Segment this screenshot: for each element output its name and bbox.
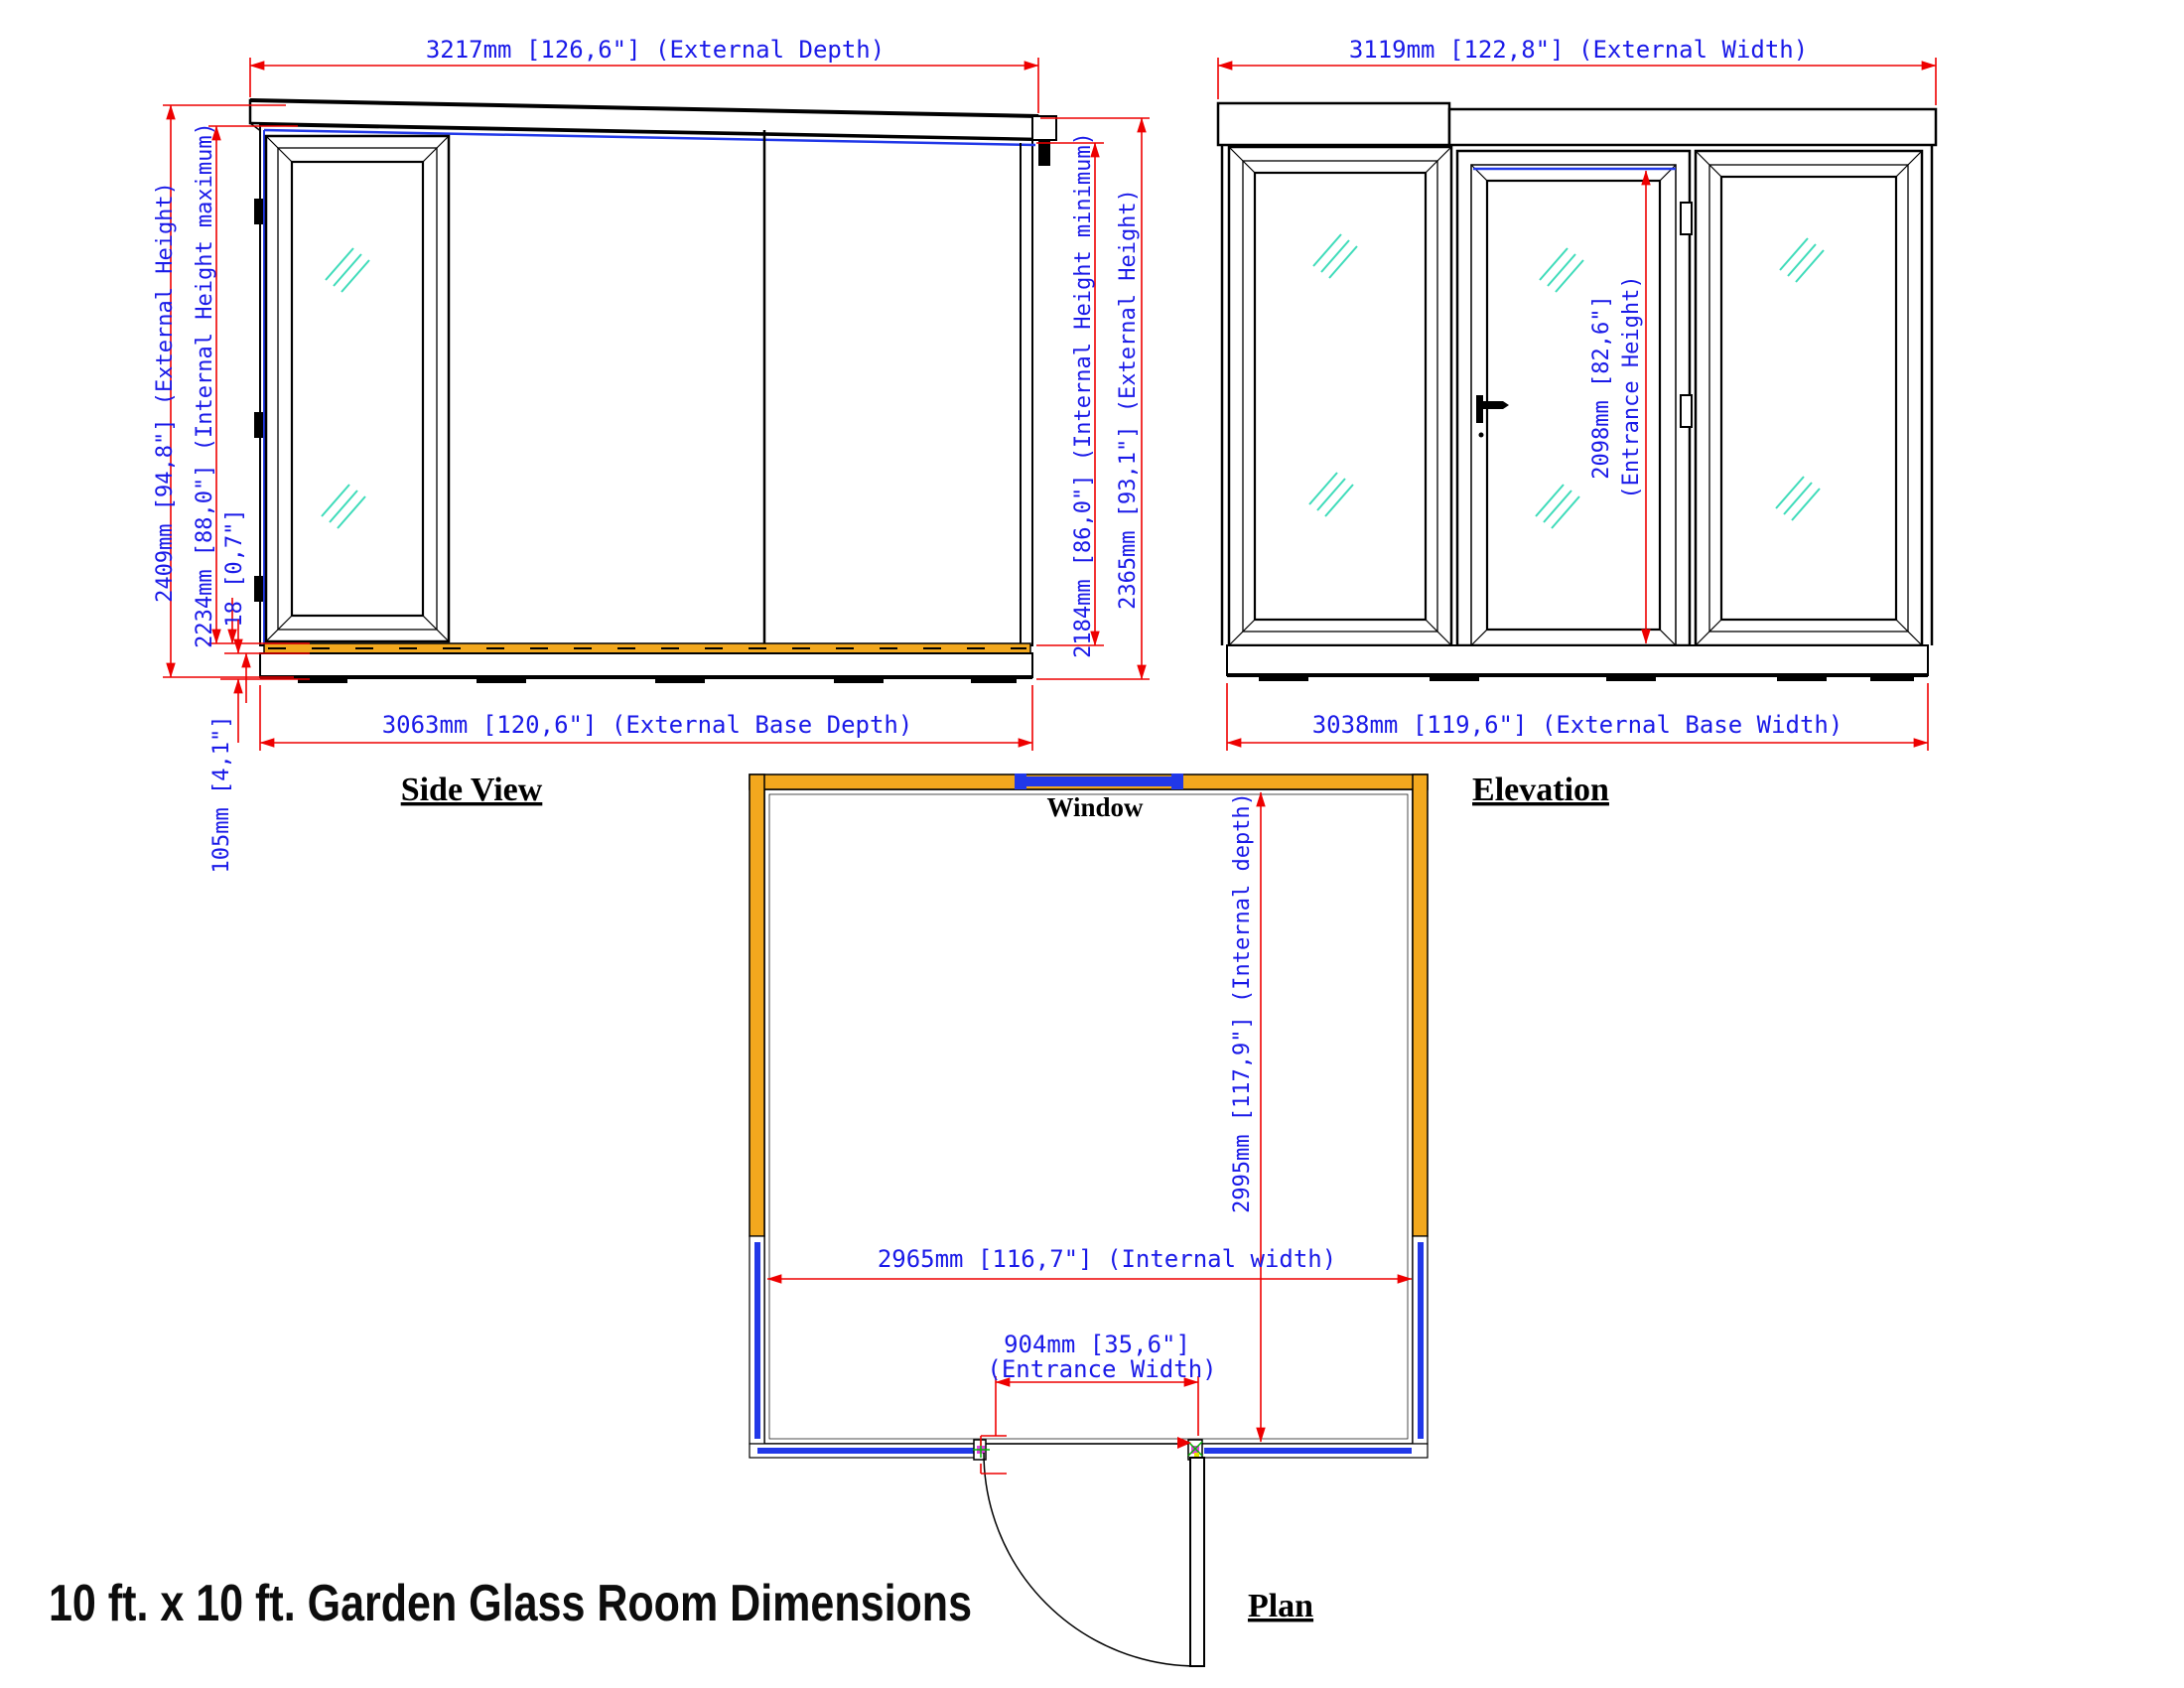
page-title: 10 ft. x 10 ft. Garden Glass Room Dimensions [49, 1575, 972, 1632]
plan-view-label: Plan [1247, 1588, 1314, 1624]
dim-label: 2995mm [117,9"] (Internal depth) [1230, 792, 1255, 1213]
dim-label: (Entrance Width) [987, 1355, 1217, 1383]
side-view-label: Side View [400, 772, 543, 808]
plan-wall-right-glazed [1413, 1236, 1428, 1444]
side-gutter-cap [1032, 116, 1056, 140]
door-hinge-bottom-icon [1681, 395, 1692, 427]
dim-label: 2184mm [86,0"] (Internal Height minimum) [1071, 132, 1096, 658]
dim-label: 18 [0,7"] [222, 508, 247, 628]
elevation-fascia-right [1449, 109, 1936, 145]
dim-label: 3063mm [120,6"] (External Base Depth) [381, 711, 913, 739]
elevation-base [1227, 645, 1928, 675]
plan-door-leaf [1190, 1458, 1204, 1666]
dim-label: 2965mm [116,7"] (Internal width) [877, 1245, 1337, 1273]
side-hinge-bottom [254, 576, 263, 602]
dim-label: 2234mm [88,0"] (Internal Height maximum) [193, 122, 217, 648]
elevation-fascia-left [1218, 103, 1449, 145]
dim-label: 904mm [35,6"] [1004, 1331, 1190, 1358]
dim-label: 2409mm [94,8"] (External Height) [153, 182, 178, 603]
dim-label: 2098mm [82,6"] [1589, 295, 1614, 480]
dim-label: 105mm [4,1"] [209, 715, 234, 874]
side-downpipe [1038, 140, 1050, 166]
plan-wall-bottom-left [750, 1444, 982, 1458]
door-hinge-top-icon [1681, 203, 1692, 234]
side-hinge-top [254, 199, 263, 224]
side-floor-strip [264, 643, 1030, 653]
dim-label: (Entrance Height) [1619, 275, 1644, 499]
plan-window-label: Window [1046, 792, 1144, 822]
plan-wall-right-solid [1413, 774, 1428, 1236]
plan-wall-left-solid [750, 774, 764, 1236]
plan-wall-left-glazed [750, 1236, 764, 1444]
plan-wall-bottom-right [1188, 1444, 1428, 1458]
side-body [260, 125, 1032, 645]
door-handle-plate-icon [1476, 395, 1483, 423]
dim-label: 3038mm [119,6"] (External Base Width) [1311, 711, 1843, 739]
elevation-view-label: Elevation [1472, 772, 1609, 808]
dim-label: 3217mm [126,6"] (External Depth) [425, 36, 886, 64]
dim-label: 3119mm [122,8"] (External Width) [1348, 36, 1809, 64]
side-base [260, 653, 1032, 677]
door-keyhole-icon [1479, 433, 1484, 438]
dim-label: 2365mm [93,1"] (External Height) [1116, 189, 1141, 610]
side-hinge-mid [254, 412, 263, 438]
